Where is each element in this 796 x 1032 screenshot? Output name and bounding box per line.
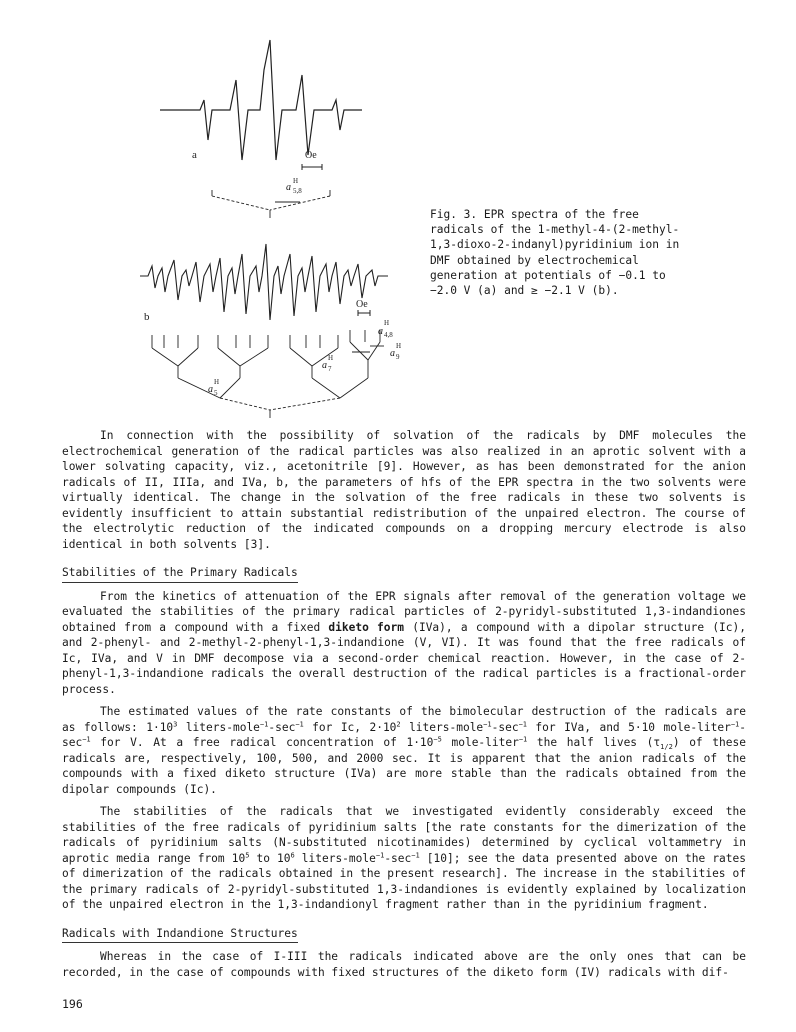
svg-text:a: a — [390, 348, 395, 359]
svg-text:a: a — [208, 384, 213, 395]
panel-a-label: a — [192, 149, 197, 161]
paragraph-indandione-radicals: Whereas in the case of I-III the radicals indicated above are the only ones that can be recorded, in the case of compounds with fixed structures of the diketo form (IV) radicals with dif- — [62, 950, 746, 979]
hfs-label-b-9 — [390, 342, 401, 361]
svg-text:9: 9 — [396, 353, 400, 361]
hfs-label-b-7 — [322, 354, 333, 373]
section-heading-stabilities: Stabilities of the Primary Radicals — [62, 565, 298, 583]
figure-caption — [430, 207, 690, 298]
epr-spectrum-a — [160, 40, 362, 160]
svg-text:H: H — [328, 354, 334, 362]
paragraph-rate-constants: The estimated values of the rate constants of the bimolecular destruction of the radicals are as follows: $1\cdot 10^3$ liters-$mole^{-1}-\sec^{-1}$ for Ic, $2\cdot 10^2$ liters-$mole^{-1}-\sec^{-1}$ for IVa, and 5·10 mole-$liter^{-1}-\sec^{-1}$ for V. At a free radical concentration of $1\cdot 10^{-5}$ mole-liter$^{-1}$ the half lives $(\tau_{1/2})$ of these radicals are, respectively, 100, 500, and 2000 sec. It is apparent that the anion radicals of the compounds with a fixed diketo structure (IVa) are more stable than the radicals obtained from the dipolar compounds (Ic). — [62, 705, 747, 796]
svg-text:a: a — [286, 182, 291, 193]
hfs-diagram-a — [212, 190, 330, 218]
scale-label-b: Oe — [356, 299, 368, 310]
scale-label-a: Oe — [305, 150, 317, 161]
svg-text:H: H — [293, 177, 299, 185]
hfs-diagram-b — [152, 330, 384, 418]
scale-bar-a — [302, 164, 322, 170]
svg-text:a: a — [322, 360, 327, 371]
hfs-label-b-5 — [208, 378, 219, 397]
panel-b-label: b — [144, 311, 150, 323]
hfs-label-a — [286, 177, 302, 195]
paragraph-pyridinium-comparison: The stabilities of the radicals that we investigated evidently considerably exceed the stabilities of the free radicals of pyridinium salts [the rate constants for the dimerization of the radicals of pyridinium salts (N-substituted nicotinamides) determined by cyclical voltammetry in aprotic media range from $10^5$ to $10^6$ liters-$mole^{-1}-\sec^{-1}$ [10]; see the data presented above on the rates of dimerization of the radicals obtained in the present research]. The increase in the stabilities of the primary radicals of 2-pyridyl-substituted 1,3-indandiones is evidently explained by localization of the unpaired electron in the 1,3-indandionyl fragment rather than in the pyridinium fragment. — [62, 805, 746, 911]
svg-text:a: a — [378, 326, 383, 337]
scale-bar-b — [358, 310, 370, 316]
epr-spectrum-b — [140, 244, 388, 320]
figure-label: Fig. 3. — [430, 208, 478, 221]
caption-text: EPR spectra of the free radicals of the 1-methyl-4-(2-methyl-1,3-dioxo-2-indanyl)pyridinium ion in DMF obtained by electrochemical generation at potentials of −0.1 to −2.0 V (a) and ≥ −2.1 V (b). — [430, 208, 680, 298]
body-text — [62, 428, 746, 987]
section-heading-indandione: Radicals with Indandione Structures — [62, 926, 298, 944]
epr-figure — [100, 30, 440, 420]
svg-text:5: 5 — [214, 389, 218, 397]
epr-spectra-figure — [100, 30, 440, 420]
paragraph-solvation: In connection with the possibility of solvation of the radicals by DMF molecules the electrochemical generation of the radical particles was also realized in an aprotic solvent with a lower solvating capacity, viz., acetonitrile [9]. However, as has been demonstrated for the anion radicals of II, IIIa, and IVa, b, the parameters of hfs of the EPR spectra in the two solvents were virtually identical. The change in the solvation of the free radicals in these two solvents is evidently insufficient to attain substantial redistribution of the unpaired electron. The course of the electrolytic reduction of the indicated compounds on a dropping mercury electrode is also identical in both solvents [3]. — [62, 429, 746, 551]
svg-text:H: H — [214, 378, 220, 386]
hfs-label-b-48 — [378, 319, 393, 339]
svg-text:5,8: 5,8 — [293, 187, 302, 195]
paragraph-kinetics: From the kinetics of attenuation of the EPR signals after removal of the generation voltage we evaluated the stabilities of the primary radical particles of 2-pyridyl-substituted 1,3-indandiones obtained from a compound with a fixed diketo form (IVa), a compound with a dipolar structure (Ic), and 2-phenyl- and 2-methyl-2-phenyl-1,3-indandione (V, VI). It was found that the free radicals of Ic, IVa, and V in DMF decompose via a second-order chemical reaction. However, in the case of 2-phenyl-1,3-indandione radicals the overall destruction of the radical particles is a fractional-order process. — [62, 589, 746, 696]
svg-text:H: H — [384, 319, 390, 327]
svg-text:4,8: 4,8 — [384, 331, 393, 339]
page-number: 196 — [62, 997, 83, 1011]
svg-text:7: 7 — [328, 365, 332, 373]
svg-text:H: H — [396, 342, 402, 350]
